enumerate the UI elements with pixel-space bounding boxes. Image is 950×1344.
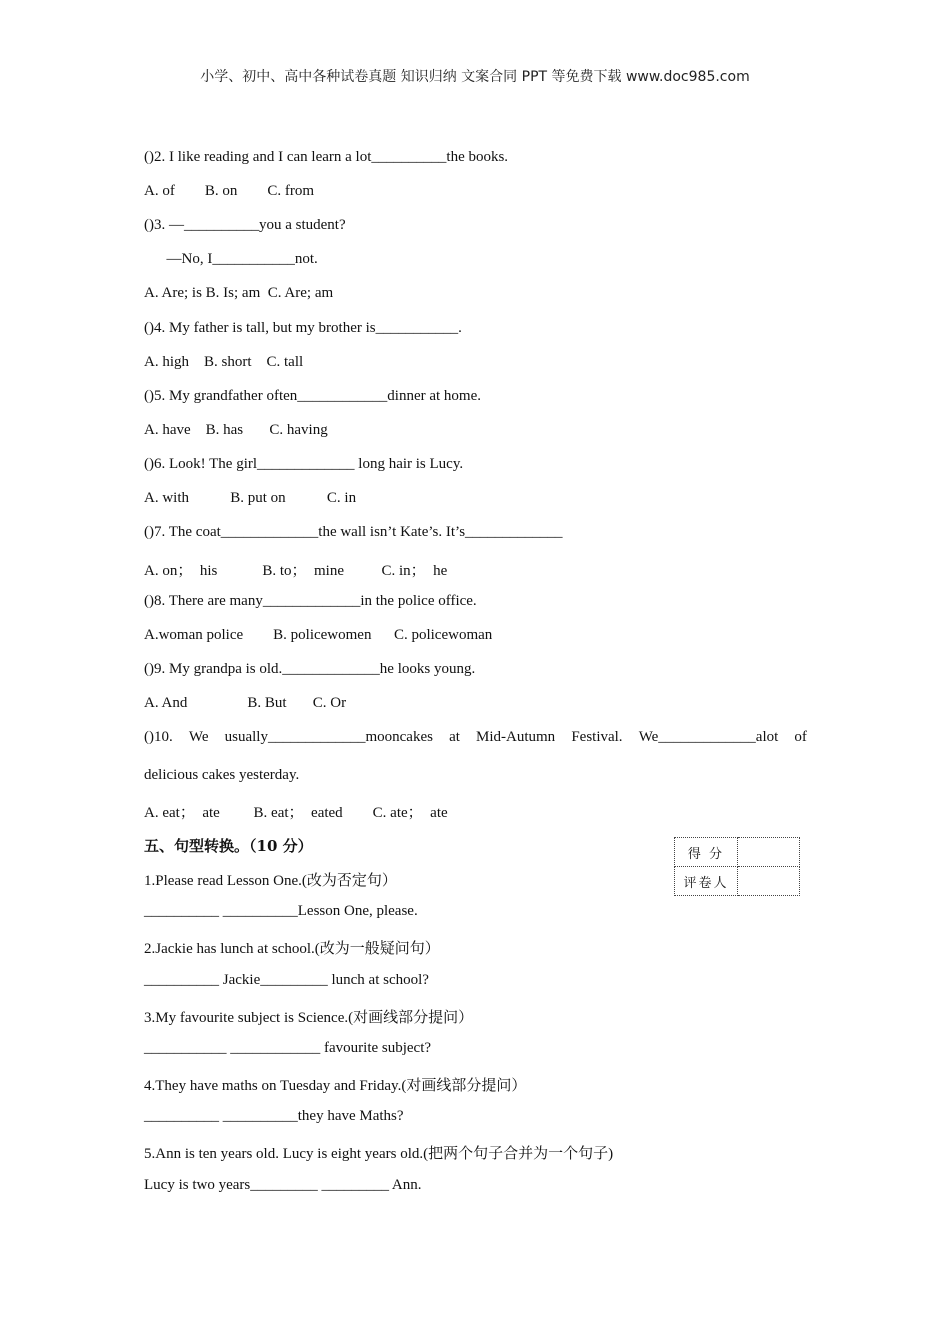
score-label: 得 分: [675, 838, 738, 867]
question-3-reply: —No, I___________not.: [144, 251, 318, 267]
question-10-continuation: delicious cakes yesterday.: [144, 767, 300, 783]
options-8: A.woman police B. policewomen C. policewoman: [144, 627, 493, 643]
question-3: ()3. —__________you a student?: [144, 217, 346, 233]
q10-word: Mid-Autumn: [476, 729, 556, 745]
q10-word: of: [794, 729, 807, 745]
options-2: A. of B. on C. from: [144, 183, 314, 199]
score-value-cell: [738, 838, 800, 867]
options-5: A. have B. has C. having: [144, 422, 328, 438]
options-6: A. with B. put on C. in: [144, 490, 357, 506]
options-9: A. And B. But C. Or: [144, 695, 347, 711]
transform-question-3: 3.My favourite subject is Science.(对画线部分提问）: [144, 1010, 474, 1026]
options-7: A. on； his B. to； mine C. in； he: [144, 563, 448, 579]
q10-word: usually_____________mooncakes: [224, 729, 433, 745]
transform-question-1: 1.Please read Lesson One.(改为否定句）: [144, 873, 397, 889]
q10-word: We_____________alot: [638, 729, 779, 745]
q10-word: Festival.: [571, 729, 623, 745]
q10-word: We: [188, 729, 209, 745]
transform-answer-3: ___________ ____________ favourite subject?: [144, 1040, 432, 1056]
question-6: ()6. Look! The girl_____________ long hair is Lucy.: [144, 456, 464, 472]
question-10-line: [144, 729, 807, 746]
question-2: ()2. I like reading and I can learn a lot__________the books.: [144, 149, 509, 165]
options-3: A. Are; is B. Is; am C. Are; am: [144, 285, 334, 301]
question-9: ()9. My grandpa is old._____________he looks young.: [144, 661, 476, 677]
question-7: ()7. The coat_____________the wall isn’t Kate’s. It’s_____________: [144, 524, 563, 540]
q10-word: at: [449, 729, 460, 745]
q10-word: ()10.: [144, 729, 173, 745]
options-10: A. eat； ate B. eat； eated C. ate； ate: [144, 805, 448, 821]
question-8: ()8. There are many_____________in the police office.: [144, 593, 477, 609]
score-box: [674, 837, 800, 896]
grader-value-cell: [738, 867, 800, 896]
transform-answer-5: Lucy is two years_________ _________ Ann.: [144, 1177, 422, 1193]
options-4: A. high B. short C. tall: [144, 354, 304, 370]
question-10: [144, 729, 807, 746]
transform-question-2: 2.Jackie has lunch at school.(改为一般疑问句）: [144, 941, 440, 957]
section-title: 五、句型转换。（10 分）: [144, 837, 313, 855]
page-header: 小学、初中、高中各种试卷真题 知识归纳 文案合同 PPT 等免费下载 www.doc985.com: [200, 69, 750, 85]
transform-question-5: 5.Ann is ten years old. Lucy is eight years old.(把两个句子合并为一个句子): [144, 1146, 614, 1162]
grader-label: 评卷人: [675, 867, 738, 896]
question-5: ()5. My grandfather often____________dinner at home.: [144, 388, 481, 404]
transform-answer-4: __________ __________they have Maths?: [144, 1108, 404, 1124]
question-4: ()4. My father is tall, but my brother is___________.: [144, 320, 462, 336]
transform-answer-2: __________ Jackie_________ lunch at school?: [144, 972, 429, 988]
transform-question-4: 4.They have maths on Tuesday and Friday.(对画线部分提问）: [144, 1078, 527, 1094]
transform-answer-1: __________ __________Lesson One, please.: [144, 903, 418, 919]
